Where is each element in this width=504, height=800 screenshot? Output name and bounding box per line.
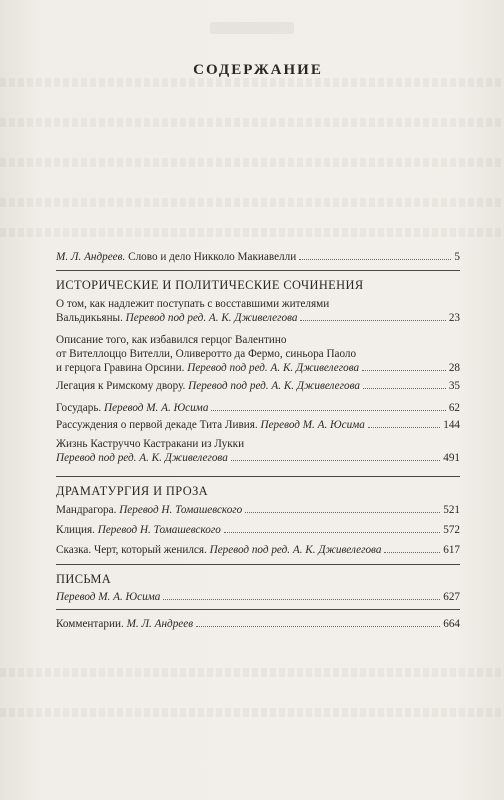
entry-translator: Перевод М. А. Юсима: [260, 419, 365, 431]
dot-leader: [299, 251, 451, 260]
bleedthrough-line: [0, 708, 504, 717]
section-rule: [56, 609, 460, 610]
dot-leader: [368, 419, 440, 428]
dot-leader: [224, 524, 440, 533]
entry-title: Мандрагора.: [56, 504, 120, 516]
dot-leader: [245, 504, 440, 513]
dot-leader: [231, 452, 440, 461]
section-heading-historical: ИСТОРИЧЕСКИЕ И ПОЛИТИЧЕСКИЕ СОЧИНЕНИЯ: [56, 278, 364, 292]
entry-title: Государь.: [56, 402, 105, 414]
toc-entry[interactable]: [56, 401, 460, 415]
entry-title-line: Описание того, как избавился герцог Валентино: [56, 334, 287, 346]
page-number: 664: [443, 618, 460, 630]
entry-title-line: от Вителлоццо Вителли, Оливеротто да Фермо, синьора Паоло: [56, 348, 357, 360]
entry-title: Клиция.: [56, 524, 98, 536]
page-number: 62: [448, 402, 460, 414]
page-number: 5: [454, 251, 460, 263]
toc-entry[interactable]: [56, 297, 460, 325]
page-number: 491: [443, 452, 460, 464]
toc-entry[interactable]: [56, 590, 460, 604]
entry-translator: Перевод под ред. А. К. Дживелегова: [125, 312, 298, 324]
entry-translator: Перевод М. А. Юсима: [56, 591, 161, 603]
toc-title: СОДЕРЖАНИЕ: [193, 62, 323, 78]
entry-title: и герцога Гравина Орсини.: [56, 362, 188, 374]
dot-leader: [163, 591, 440, 600]
entry-title-line: Жизнь Каструччо Кастракани из Лукки: [56, 438, 245, 450]
page-number: 23: [448, 312, 460, 324]
entry-title: Вальдикьяны.: [56, 312, 126, 324]
bleedthrough-line: [0, 198, 504, 207]
entry-author: М. Л. Андреев.: [56, 251, 126, 263]
running-header-bleedthrough: [210, 22, 294, 34]
entry-translator: Перевод Н. Томашевского: [97, 524, 221, 536]
toc-entry[interactable]: [56, 333, 460, 375]
page-number: 572: [443, 524, 460, 536]
entry-translator: Перевод М. А. Юсима: [104, 402, 209, 414]
section-rule: [56, 564, 460, 565]
toc-entry[interactable]: [56, 543, 460, 557]
entry-title: Легация к Римскому двору.: [56, 380, 189, 392]
entry-title: Комментарии.: [56, 618, 127, 630]
entry-translator: Перевод под ред. А. К. Дживелегова: [56, 452, 228, 464]
bleedthrough-line: [0, 158, 504, 167]
toc-entry[interactable]: [56, 379, 460, 393]
dot-leader: [211, 402, 445, 411]
entry-title: Сказка. Черт, который женился.: [56, 544, 210, 556]
page-number: 617: [443, 544, 460, 556]
page-number: 144: [443, 419, 460, 431]
entry-translator: Перевод под ред. А. К. Дживелегова: [188, 380, 360, 392]
entry-translator: Перевод Н. Томашевского: [119, 504, 243, 516]
bleedthrough-line: [0, 668, 504, 677]
section-heading-drama: ДРАМАТУРГИЯ И ПРОЗА: [56, 484, 209, 498]
entry-translator: Перевод под ред. А. К. Дживелегова: [187, 362, 360, 374]
section-rule: [56, 476, 460, 477]
entry-title: Слово и дело Никколо Макиавелли: [125, 251, 297, 263]
bleedthrough-line: [0, 78, 504, 87]
dot-leader: [363, 380, 446, 389]
entry-translator: Перевод под ред. А. К. Дживелегова: [209, 544, 382, 556]
dot-leader: [300, 312, 445, 321]
bleedthrough-line: [0, 228, 504, 237]
toc-entry[interactable]: [56, 503, 460, 517]
entry-title-line: О том, как надлежит поступать с восставшими жителями: [56, 298, 330, 310]
dot-leader: [196, 618, 440, 627]
toc-entry[interactable]: [56, 523, 460, 537]
page-number: 521: [443, 504, 460, 516]
toc-entry[interactable]: [56, 437, 460, 465]
entry-title: Рассуждения о первой декаде Тита Ливия.: [56, 419, 261, 431]
page-number: 35: [448, 380, 460, 392]
toc-entry-intro[interactable]: [56, 250, 460, 264]
section-rule: [56, 270, 460, 271]
toc-entry[interactable]: [56, 418, 460, 432]
bleedthrough-line: [0, 118, 504, 127]
section-heading-letters: ПИСЬМА: [56, 572, 112, 586]
page-number: 627: [443, 591, 460, 603]
entry-author: М. Л. Андреев: [126, 618, 194, 630]
dot-leader: [384, 544, 440, 553]
dot-leader: [362, 362, 446, 371]
toc-entry-commentary[interactable]: [56, 617, 460, 631]
page-number: 28: [448, 362, 460, 374]
